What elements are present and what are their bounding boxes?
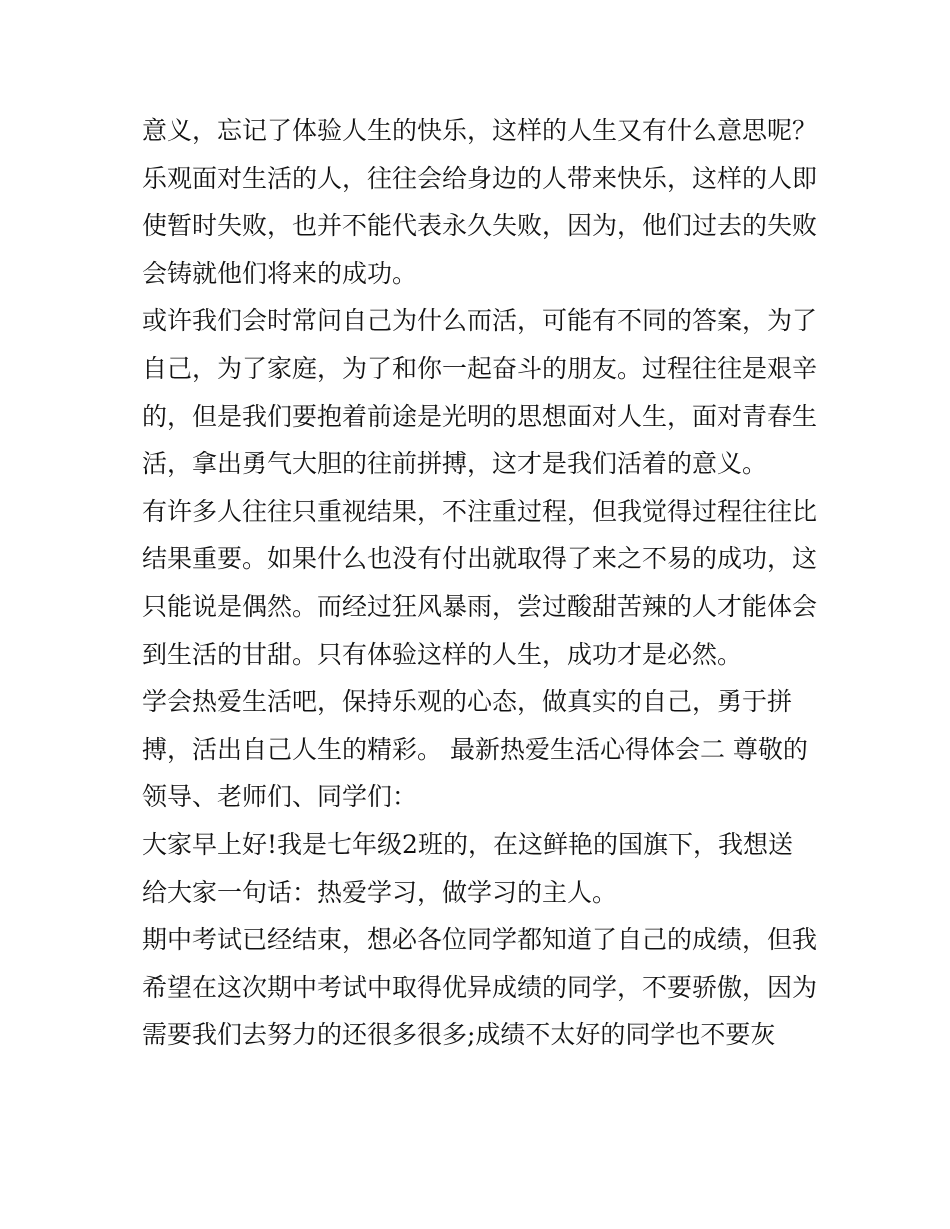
text-line: 希望在这次期中考试中取得优异成绩的同学，不要骄傲，因为 [142,972,818,1002]
text-line: 或许我们会时常问自己为什么而活，可能有不同的答案，为了 [142,306,818,336]
text-line: 期中考试已经结束，想必各位同学都知道了自己的成绩，但我 [142,925,818,955]
text-line: 给大家一句话：热爱学习，做学习的主人。 [142,877,618,907]
text-line: 活，拿出勇气大胆的往前拼搏，这才是我们活着的意义。 [142,449,768,479]
text-line: 结果重要。如果什么也没有付出就取得了来之不易的成功，这 [142,544,818,574]
text-line: 有许多人往往只重视结果，不注重过程，但我觉得过程往往比 [142,496,818,526]
text-line: 会铸就他们将来的成功。 [142,258,418,288]
document-body [142,107,818,1059]
text-line: 意义，忘记了体验人生的快乐，这样的人生又有什么意思呢？ [142,116,818,145]
text-line: 只能说是偶然。而经过狂风暴雨，尝过酸甜苦辣的人才能体会 [142,591,818,621]
text-line: 自己，为了家庭，为了和你一起奋斗的朋友。过程往往是艰辛 [142,353,818,383]
text-line: 学会热爱生活吧，保持乐观的心态，做真实的自己，勇于拼 [142,687,793,717]
text-line: 领导、老师们、同学们： [142,782,418,812]
text-line: 乐观面对生活的人，往往会给身边的人带来快乐，这样的人即 [142,163,818,193]
text-line: 使暂时失败，也并不能代表永久失败，因为，他们过去的失败 [142,211,818,241]
text-line: 到生活的甘甜。只有体验这样的人生，成功才是必然。 [142,639,743,669]
text-line: 的，但是我们要抱着前途是光明的思想面对人生，面对青春生 [142,401,818,431]
text-line: 搏，活出自己人生的精彩。 最新热爱生活心得体会二 尊敬的 [142,734,808,764]
text-line: 大家早上好!我是七年级2班的，在这鲜艳的国旗下，我想送 [142,829,793,859]
text-line: 需要我们去努力的还很多很多;成绩不太好的同学也不要灰 [142,1020,776,1050]
